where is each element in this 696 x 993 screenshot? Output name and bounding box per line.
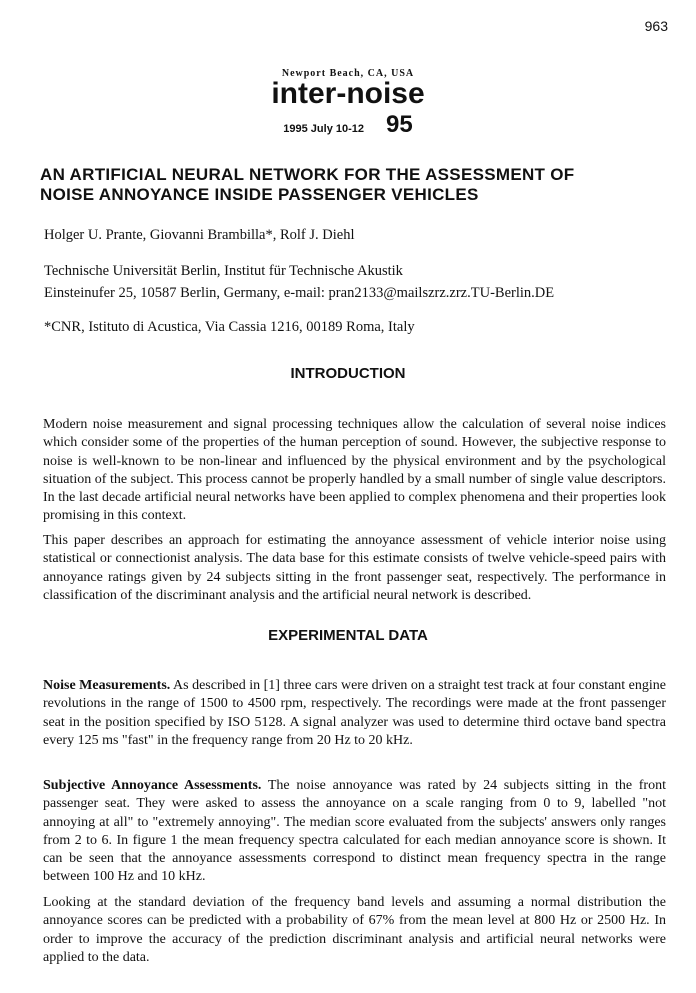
paragraph-text: As described in [1] three cars were driven on a straight test track at four constant engine revolutions in the range of 1500 to 4500 rpm, respectively. The recordings were made at the front passenger seat in the position specified by ISO 5128. A signal analyzer was used to determine third octave band spectra every 125 ms "fast" in the frequency range from 20 Hz to 20 kHz. <box>43 678 666 748</box>
runin-heading: Noise Measurements. <box>43 678 171 693</box>
introduction-paragraph: This paper describes an approach for estimating the annoyance assessment of vehicle interior noise using statistical or connectionist analysis. The data base for this estimate consists of twelve vehicle-speed pairs with annoyance ratings given by 24 subjects sitting in the front passenger seat, respectively. The performance in classification of the discriminant analysis and the artificial neural network is described. <box>43 533 666 603</box>
conference-header <box>0 68 696 139</box>
conference-location: Newport Beach, CA, USA <box>281 68 415 79</box>
runin-heading: Subjective Annoyance Assessments. <box>43 778 262 793</box>
experimental-paragraph: Looking at the standard deviation of the frequency band levels and assuming a normal distribution the annoyance scores can be predicted with a probability of 67% from the mean level at 800 Hz or 2500 Hz. In order to improve the accuracy of the prediction discriminant analysis and artificial neural networks were applied to the data. <box>43 895 666 965</box>
section-heading-experimental-data: EXPERIMENTAL DATA <box>268 627 428 644</box>
annoyance-assessments-paragraph <box>43 777 666 887</box>
affiliation-institute: Technische Universität Berlin, Institut für Technische Akustik <box>44 263 403 279</box>
noise-measurements-paragraph <box>43 677 666 750</box>
paper-title <box>40 165 680 205</box>
paragraph-text: The noise annoyance was rated by 24 subjects sitting in the front passenger seat. They were asked to assess the annoyance on a scale ranging from 0 to 9, labelled "not annoying at all" to "extremely annoying". The median score evaluated from the subjects' answers only ranges from 2 to 6. In figure 1 the mean frequency spectra calculated for each median annoyance score is shown. It can be seen that the annoyance assessments correspond to distinct mean frequency spectra in the range between 100 Hz and 10 kHz. <box>43 778 666 885</box>
page-number: 963 <box>644 18 668 34</box>
affiliation-address: Einsteinufer 25, 10587 Berlin, Germany, e-mail: pran2133@mailszrz.zrz.TU-Berlin.DE <box>44 285 555 301</box>
affiliation-cnr: *CNR, Istituto di Acustica, Via Cassia 1216, 00189 Roma, Italy <box>44 319 415 335</box>
section-heading-introduction: INTRODUCTION <box>290 365 406 382</box>
author-list: Holger U. Prante, Giovanni Brambilla*, Rolf J. Diehl <box>44 227 355 243</box>
conference-date-row <box>0 111 696 139</box>
conference-logo: inter-noise <box>271 77 425 110</box>
introduction-paragraph: Modern noise measurement and signal processing techniques allow the calculation of several noise indices which consider some of the properties of the human perception of sound. However, the subjective response to noise is well-known to be non-linear and influenced by the physical environment and by the psychological situation of the subject. This process cannot be properly handled by a small number of single value descriptors. In the last decade artificial neural networks have been applied to complex phenomena and their properties look promising in this context. <box>43 417 666 524</box>
paper-title-line-2: NOISE ANNOYANCE INSIDE PASSENGER VEHICLES <box>40 185 479 204</box>
conference-dates: 1995 July 10-12 <box>283 123 365 135</box>
paper-title-line-1: AN ARTIFICIAL NEURAL NETWORK FOR THE ASSESSMENT OF <box>40 165 575 184</box>
conference-year: 95 <box>386 111 413 138</box>
